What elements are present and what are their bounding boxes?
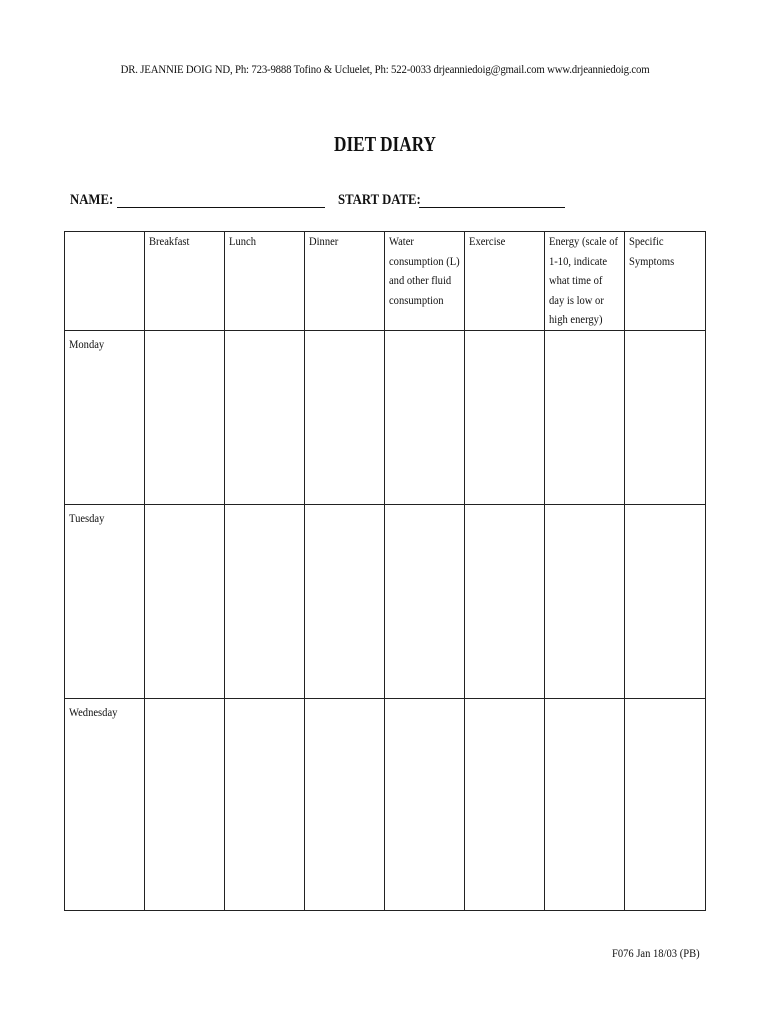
- header-cell-exercise: Exercise: [465, 232, 545, 331]
- tuesday-dinner-cell[interactable]: [305, 504, 385, 698]
- wednesday-lunch-cell[interactable]: [225, 698, 305, 910]
- wednesday-breakfast-cell[interactable]: [145, 698, 225, 910]
- tuesday-breakfast-cell[interactable]: [145, 504, 225, 698]
- diet-diary-table: [64, 231, 706, 911]
- form-code: F076 Jan 18/03 (PB): [612, 946, 700, 960]
- wednesday-dinner-cell[interactable]: [305, 698, 385, 910]
- wednesday-energy-cell[interactable]: [545, 698, 625, 910]
- day-label-tuesday: Tuesday: [65, 504, 145, 698]
- table-row: [65, 504, 706, 698]
- monday-lunch-cell[interactable]: [225, 330, 305, 504]
- monday-energy-cell[interactable]: [545, 330, 625, 504]
- header-cell-symptoms: Specific Symptoms: [625, 232, 706, 331]
- monday-dinner-cell[interactable]: [305, 330, 385, 504]
- name-label: NAME:: [70, 192, 114, 208]
- day-label-wednesday: Wednesday: [65, 698, 145, 910]
- header-cell-dinner: Dinner: [305, 232, 385, 331]
- wednesday-symptoms-cell[interactable]: [625, 698, 706, 910]
- start-date-blank-line[interactable]: [419, 207, 565, 208]
- page-title: DIET DIARY: [334, 132, 436, 156]
- tuesday-lunch-cell[interactable]: [225, 504, 305, 698]
- tuesday-water-cell[interactable]: [385, 504, 465, 698]
- wednesday-exercise-cell[interactable]: [465, 698, 545, 910]
- tuesday-symptoms-cell[interactable]: [625, 504, 706, 698]
- wednesday-water-cell[interactable]: [385, 698, 465, 910]
- name-field: [70, 192, 121, 209]
- day-label-monday: Monday: [65, 330, 145, 504]
- header-cell-day: [65, 232, 145, 331]
- header-cell-breakfast: Breakfast: [145, 232, 225, 331]
- header-cell-energy: Energy (scale of 1-10, indicate what time of day is low or high energy): [545, 232, 625, 331]
- monday-symptoms-cell[interactable]: [625, 330, 706, 504]
- table-row: [65, 698, 706, 910]
- contact-header: DR. JEANNIE DOIG ND, Ph: 723-9888 Tofino & Ucluelet, Ph: 522-0033 drjeanniedoig@gmail.com www.drjeanniedoig.com: [120, 62, 650, 76]
- start-date-label: START DATE:: [338, 192, 421, 208]
- header-cell-lunch: Lunch: [225, 232, 305, 331]
- header-cell-water: Water consumption (L) and other fluid consumption: [385, 232, 465, 331]
- name-blank-line[interactable]: [117, 207, 325, 208]
- table-header-row: [65, 232, 706, 331]
- monday-breakfast-cell[interactable]: [145, 330, 225, 504]
- tuesday-energy-cell[interactable]: [545, 504, 625, 698]
- tuesday-exercise-cell[interactable]: [465, 504, 545, 698]
- table-row: [65, 330, 706, 504]
- monday-water-cell[interactable]: [385, 330, 465, 504]
- monday-exercise-cell[interactable]: [465, 330, 545, 504]
